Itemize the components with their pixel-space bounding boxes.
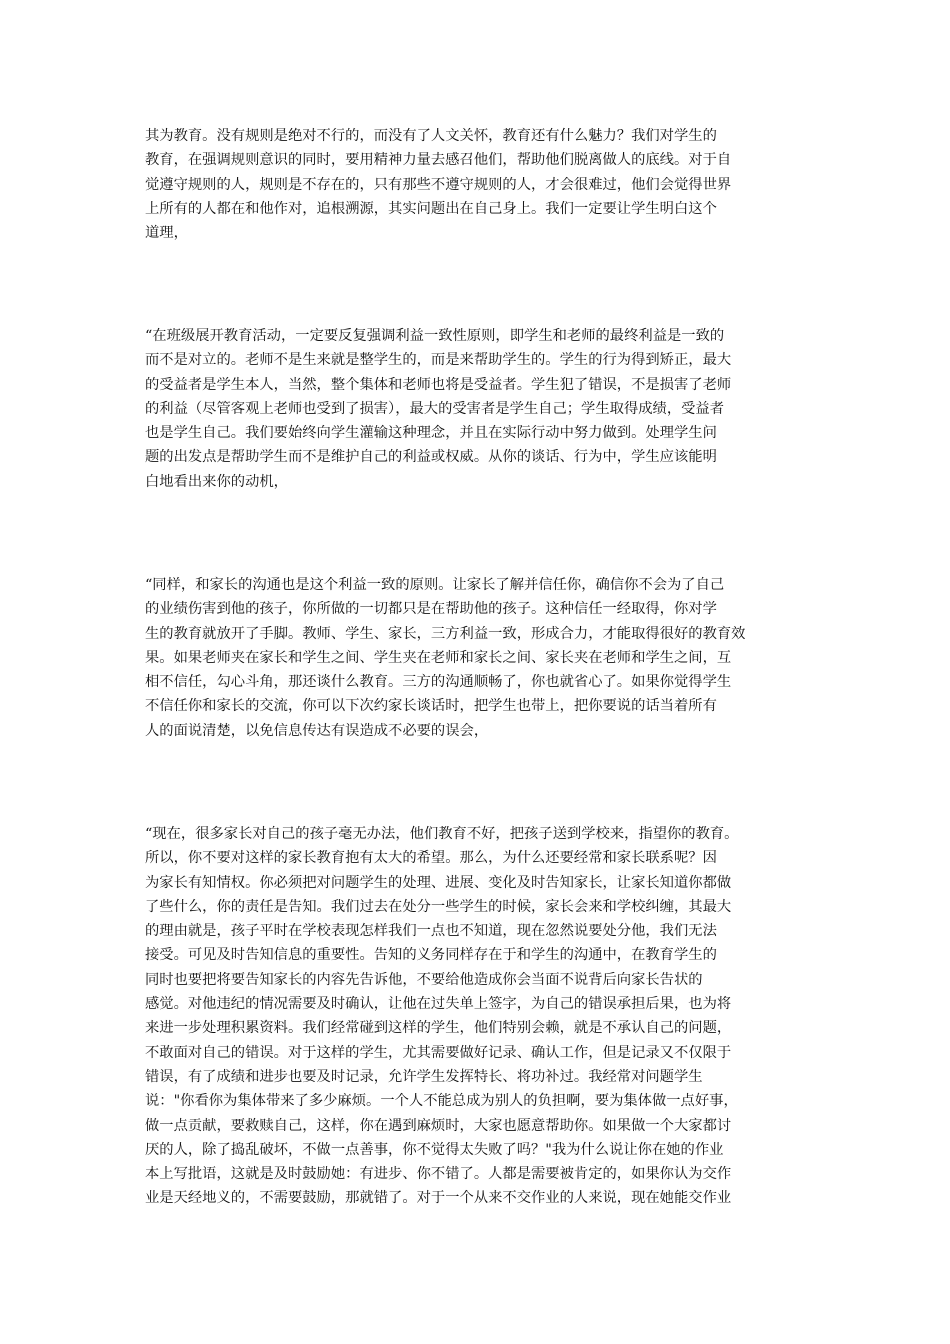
text-line: 的理由就是，孩子平时在学校表现怎样我们一点也不知道，现在忽然说要处分他，我们无法	[145, 923, 717, 940]
text-line: “同样，和家长的沟通也是这个利益一致的原则。让家长了解并信任你，确信你不会为了自己	[145, 577, 725, 593]
text-line: 同时也要把将要告知家长的内容先告诉他，不要给他造成你会当面不说背后向家长告状的	[145, 971, 703, 988]
text-line: 厌的人，除了捣乱破坏，不做一点善事，你不觉得太失败了吗？"我为什么说让你在她的作业	[145, 1141, 724, 1158]
text-line: 为家长有知情权。你必须把对问题学生的处理、进展、变化及时告知家长，让家长知道你都做	[145, 874, 732, 891]
text-line: 也是学生自己。我们要始终向学生灌输这种理念，并且在实际行动中努力做到。处理学生问	[145, 425, 717, 442]
text-line: 白地看出来你的动机，	[145, 473, 288, 490]
text-line: 的业绩伤害到他的孩子，你所做的一切都只是在帮助他的孩子。这种信任一经取得，你对学	[145, 601, 717, 618]
text-line: 业是天经地义的，不需要鼓励，那就错了。对于一个从来不交作业的人来说，现在她能交作业	[145, 1190, 732, 1207]
text-line: 所以，你不要对这样的家长教育抱有太大的希望。那么，为什么还要经常和家长联系呢？因	[145, 850, 717, 867]
text-line: 人的面说清楚，以免信息传达有误造成不必要的误会，	[145, 722, 489, 739]
text-line: 说："你看你为集体带来了多少麻烦。一个人不能总成为别人的负担啊，要为集体做一点好事，	[145, 1093, 738, 1110]
text-line: 道理，	[145, 225, 188, 242]
text-line: 觉遵守规则的人，规则是不存在的，只有那些不遵守规则的人，才会很难过，他们会觉得世界	[145, 176, 732, 193]
text-line: 来进一步处理积累资料。我们经常碰到这样的学生，他们特别会赖，就是不承认自己的问题，	[145, 1020, 732, 1037]
text-line: 接受。可见及时告知信息的重要性。告知的义务同样存在于和学生的沟通中，在教育学生的	[145, 947, 717, 964]
text-line: 其为教育。没有规则是绝对不行的，而没有了人文关怀，教育还有什么魅力？我们对学生的	[145, 128, 717, 144]
text-line: 不信任你和家长的交流，你可以下次约家长谈话时，把学生也带上，把你要说的话当着所有	[145, 698, 717, 715]
paragraph-1	[145, 124, 731, 245]
text-line: “在班级展开教育活动，一定要反复强调利益一致性原则，即学生和老师的最终利益是一致的	[145, 328, 725, 344]
text-line: 的利益（尽管客观上老师也受到了损害），最大的受害者是学生自己；学生取得成绩，受益者	[145, 400, 725, 417]
text-line: 了些什么，你的责任是告知。我们过去在处分一些学生的时候，家长会来和学校纠缠，其最大	[145, 898, 732, 915]
text-line: 上所有的人都在和他作对，追根溯源，其实问题出在自己身上。我们一定要让学生明白这个	[145, 200, 717, 217]
paragraph-3	[145, 573, 745, 743]
text-line: 感觉。对他违纪的情况需要及时确认，让他在过失单上签字，为自己的错误承担后果，也为将	[145, 996, 732, 1013]
text-line: 而不是对立的。老师不是生来就是整学生的，而是来帮助学生的。学生的行为得到矫正，最大	[145, 352, 732, 369]
text-line: “现在，很多家长对自己的孩子毫无办法，他们教育不好，把孩子送到学校来，指望你的教育。	[145, 826, 739, 842]
paragraph-2	[145, 324, 731, 494]
text-line: 生的教育就放开了手脚。教师、学生、家长，三方利益一致，形成合力，才能取得很好的教育效	[145, 625, 746, 642]
paragraph-4	[145, 822, 738, 1211]
text-line: 本上写批语，这就是及时鼓励她：有进步、你不错了。人都是需要被肯定的，如果你认为交作	[145, 1166, 732, 1183]
text-line: 教育，在强调规则意识的同时，要用精神力量去感召他们，帮助他们脱离做人的底线。对于自	[145, 152, 732, 169]
text-line: 做一点贡献，要救赎自己，这样，你在遇到麻烦时，大家也愿意帮助你。如果做一个大家都讨	[145, 1117, 732, 1134]
text-line: 相不信任，勾心斗角，那还谈什么教育。三方的沟通顺畅了，你也就省心了。如果你觉得学生	[145, 674, 732, 691]
text-line: 不敢面对自己的错误。对于这样的学生，尤其需要做好记录、确认工作，但是记录又不仅限于	[145, 1044, 732, 1061]
text-line: 果。如果老师夹在家长和学生之间、学生夹在老师和家长之间、家长夹在老师和学生之间，互	[145, 649, 732, 666]
text-line: 的受益者是学生本人，当然，整个集体和老师也将是受益者。学生犯了错误，不是损害了老师	[145, 376, 732, 393]
text-line: 题的出发点是帮助学生而不是维护自己的利益或权威。从你的谈话、行为中，学生应该能明	[145, 449, 717, 466]
text-line: 错误，有了成绩和进步也要及时记录，允许学生发挥特长、将功补过。我经常对问题学生	[145, 1068, 703, 1085]
